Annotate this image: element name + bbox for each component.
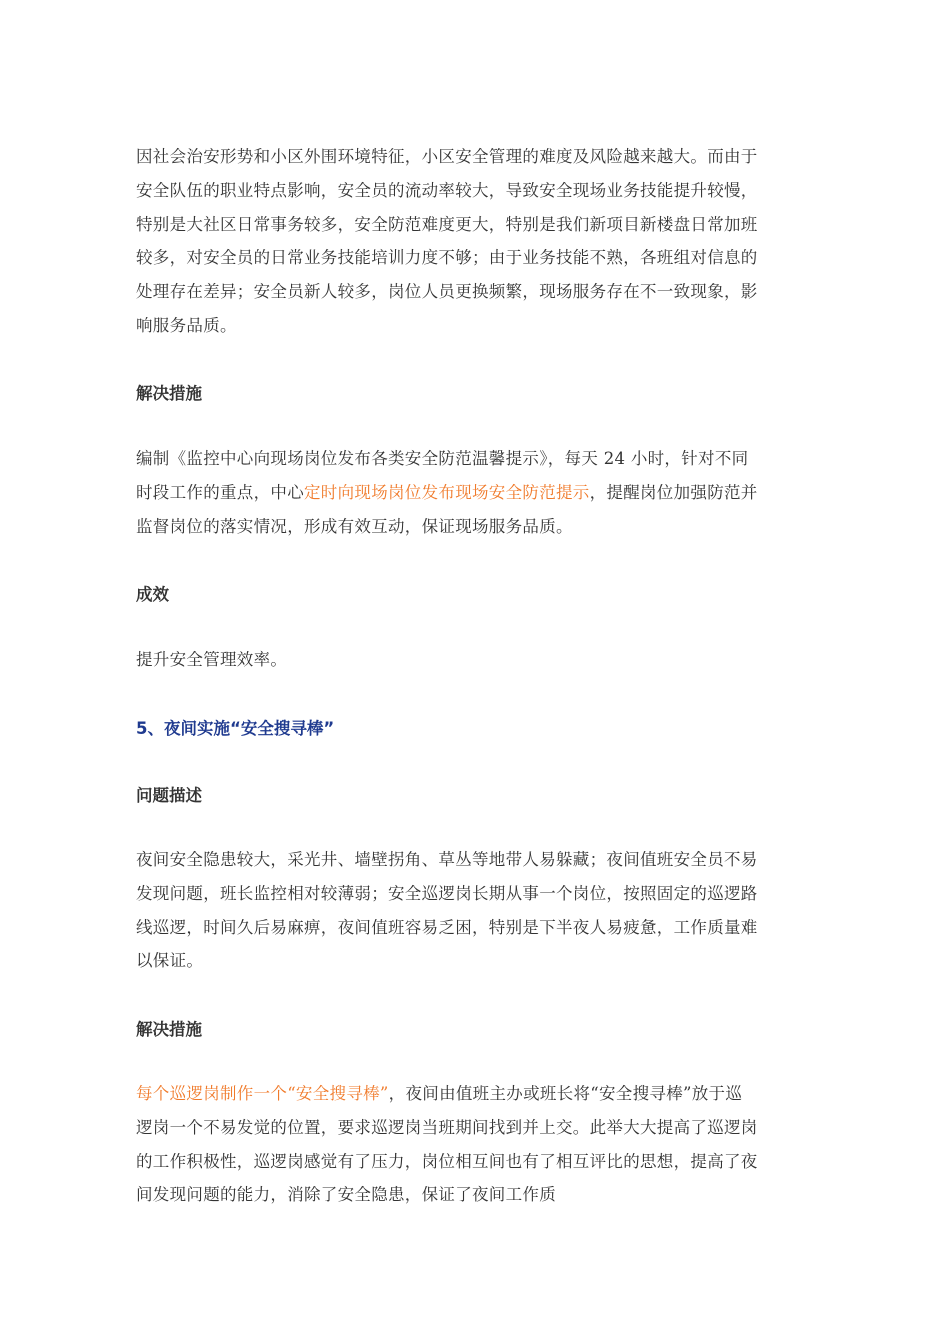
solution-paragraph (136, 442, 816, 543)
solution-heading-2: 解决措施 (136, 1020, 202, 1039)
text-segment: ，提醒岗位加强防范并 (589, 482, 758, 502)
text-line: 提升安全管理效率。 (136, 650, 288, 669)
highlighted-text: 每个巡逻岗制作一个“安全搜寻棒” (136, 1084, 389, 1103)
text-segment: 时段工作的重点，中心 (136, 482, 304, 502)
problem-paragraph (136, 843, 816, 978)
section-title: 5、夜间实施“安全搜寻棒” (136, 719, 335, 738)
solution-paragraph-2 (136, 1077, 816, 1212)
text-line: 的工作积极性，巡逻岗感觉有了压力，岗位相互间也有了相互评比的思想，提高了夜 (136, 1151, 758, 1171)
text-line: 夜间安全隐患较大，采光井、墙壁拐角、草丛等地带人易躲藏；夜间值班安全员不易 (136, 850, 758, 869)
text-line: 线巡逻，时间久后易麻痹，夜间值班容易乏困，特别是下半夜人易疲惫，工作质量难 (136, 917, 758, 937)
text-line: 逻岗一个不易发觉的位置，要求巡逻岗当班期间找到并上交。此举大大提高了巡逻岗 (136, 1117, 758, 1137)
text-line: 以保证。 (136, 951, 204, 971)
intro-paragraph (136, 140, 816, 343)
text-line: 特别是大社区日常事务较多，安全防范难度更大，特别是我们新项目新楼盘日常加班 (136, 214, 758, 234)
text-line: 响服务品质。 (136, 315, 237, 335)
effect-paragraph (136, 643, 816, 677)
solution-heading: 解决措施 (136, 384, 202, 403)
text-line: 处理存在差异；安全员新人较多，岗位人员更换频繁，现场服务存在不一致现象，影 (136, 282, 758, 302)
text-segment: ，夜间由值班主办或班长将“安全搜寻棒”放于巡 (388, 1084, 743, 1103)
problem-heading: 问题描述 (136, 786, 202, 805)
text-line: 监督岗位的落实情况，形成有效互动，保证现场服务品质。 (136, 516, 573, 536)
text-line (136, 476, 816, 510)
text-line: 编制《监控中心向现场岗位发布各类安全防范温馨提示》，每天 24 小时，针对不同 (136, 449, 749, 468)
effect-heading: 成效 (136, 585, 169, 604)
text-line: 间发现问题的能力，消除了安全隐患，保证了夜间工作质 (136, 1185, 556, 1205)
text-line: 较多，对安全员的日常业务技能培训力度不够；由于业务技能不熟，各班组对信息的 (136, 248, 758, 268)
text-line (136, 1077, 816, 1111)
text-line: 因社会治安形势和小区外围环境特征，小区安全管理的难度及风险越来越大。而由于 (136, 147, 758, 166)
text-line: 安全队伍的职业特点影响，安全员的流动率较大，导致安全现场业务技能提升较慢， (136, 180, 758, 200)
text-line: 发现问题，班长监控相对较薄弱；安全巡逻岗长期从事一个岗位，按照固定的巡逻路 (136, 883, 758, 903)
highlighted-text: 定时向现场岗位发布现场安全防范提示 (304, 482, 590, 502)
